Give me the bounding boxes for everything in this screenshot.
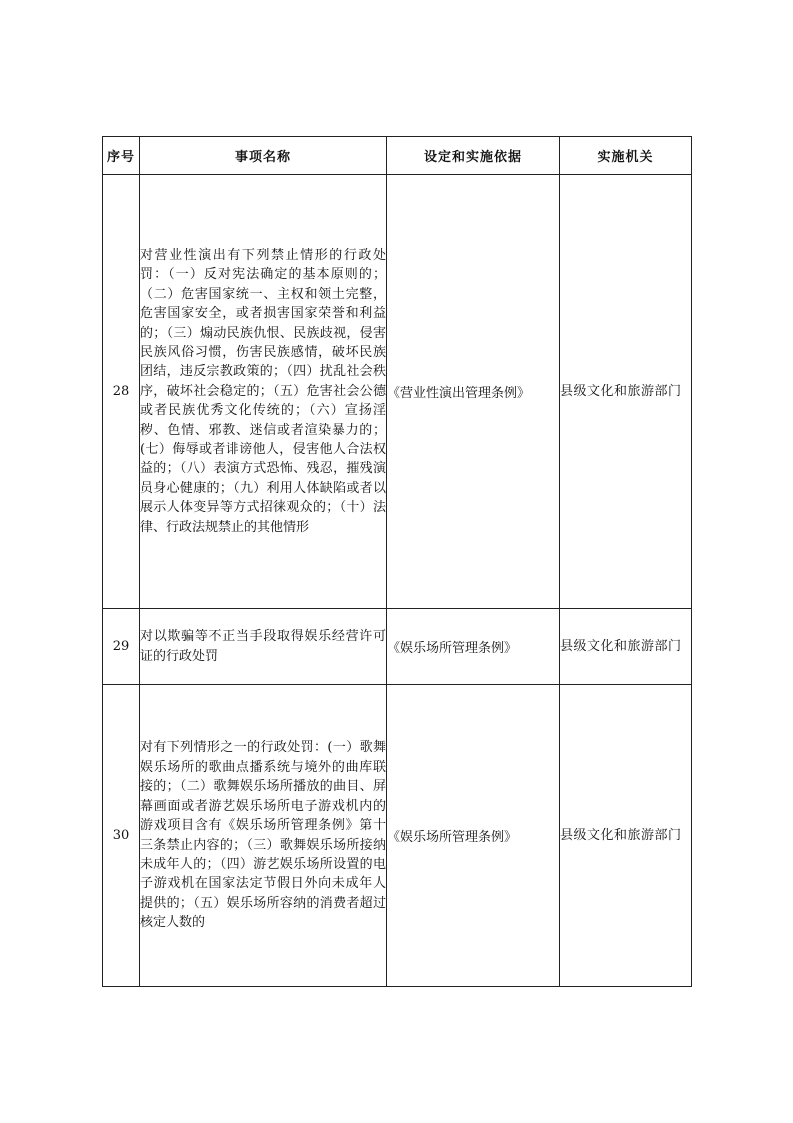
items-table <box>102 136 692 987</box>
header-item-name: 事项名称 <box>140 137 387 175</box>
table-row <box>103 175 692 609</box>
item-basis: 《营业性演出管理条例》 <box>387 175 560 609</box>
row-number: 29 <box>103 609 140 685</box>
item-authority: 县级文化和旅游部门 <box>560 685 692 987</box>
header-serial: 序号 <box>103 137 140 175</box>
item-basis: 《娱乐场所管理条例》 <box>387 685 560 987</box>
row-number: 28 <box>103 175 140 609</box>
item-authority: 县级文化和旅游部门 <box>560 609 692 685</box>
table-row <box>103 609 692 685</box>
item-name: 对有下列情形之一的行政处罚：(一）歌舞娱乐场所的歌曲点播系统与境外的曲库联接的；（二）歌舞娱乐场所播放的曲目、屏幕画面或者游艺娱乐场所电子游戏机内的游戏项目含有《娱乐场所管理条例》第十三条禁止内容的；（三）歌舞娱乐场所接纳未成年人的；（四）游艺娱乐场所设置的电子游戏机在国家法定节假日外向未成年人提供的；（五）娱乐场所容纳的消费者超过核定人数的 <box>140 685 387 987</box>
header-authority: 实施机关 <box>560 137 692 175</box>
item-name: 对营业性演出有下列禁止情形的行政处罚：（一）反对宪法确定的基本原则的；（二）危害国家统一、主权和领土完整，危害国家安全，或者损害国家荣誉和利益的；（三）煽动民族仇恨、民族歧视，侵害民族风俗习惯，伤害民族感情，破坏民族团结，违反宗教政策的；（四）扰乱社会秩序，破坏社会稳定的；（五）危害社会公德或者民族优秀文化传统的；（六）宣扬淫秽、色情、邪教、迷信或者渲染暴力的；(七）侮辱或者诽谤他人，侵害他人合法权益的；（八）表演方式恐怖、残忍，摧残演员身心健康的；（九）利用人体缺陷或者以展示人体变异等方式招徕观众的；（十）法律、行政法规禁止的其他情形 <box>140 175 387 609</box>
row-number: 30 <box>103 685 140 987</box>
item-basis: 《娱乐场所管理条例》 <box>387 609 560 685</box>
item-name: 对以欺骗等不正当手段取得娱乐经营许可证的行政处罚 <box>140 609 387 685</box>
item-authority: 县级文化和旅游部门 <box>560 175 692 609</box>
header-row <box>103 137 692 175</box>
header-basis: 设定和实施依据 <box>387 137 560 175</box>
table-row <box>103 685 692 987</box>
